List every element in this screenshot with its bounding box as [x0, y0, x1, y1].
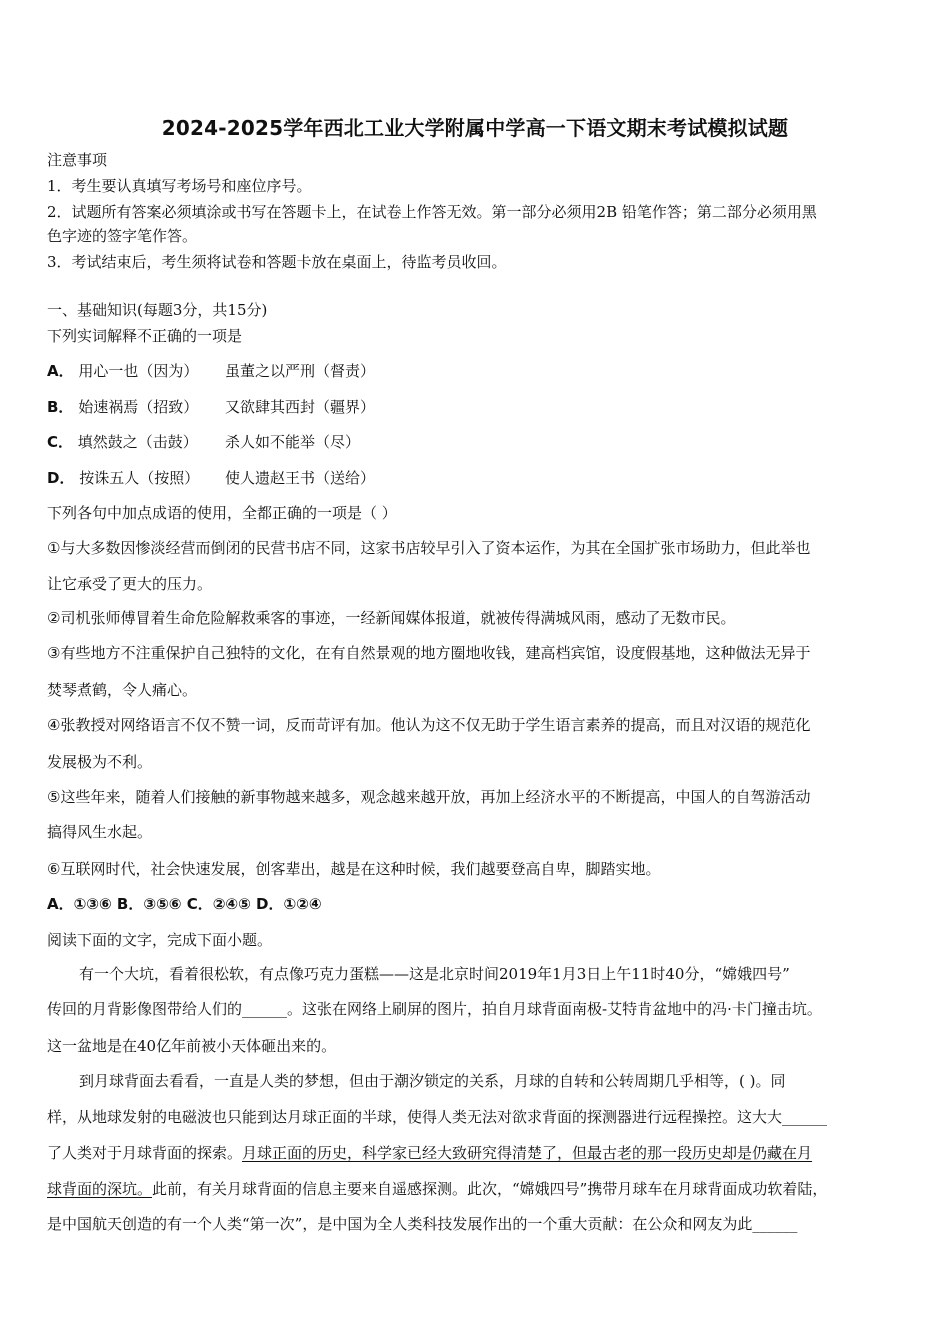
reading-p1-line: 这一盆地是在40亿年前被小天体砸出来的。 [47, 1037, 337, 1055]
q2-line: ④张教授对网络语言不仅不赞一词，反而苛评有加。他认为这不仅无助于学生语言素养的提高，而且对汉语的规范化 [47, 716, 811, 734]
q2-line: ⑤这些年来，随着人们接触的新事物越来越多，观念越来越开放，再加上经济水平的不断提高，中国人的自驾游活动 [47, 788, 811, 806]
q1-option-a [47, 361, 376, 381]
option-text-a: 始速祸焉（招致） [78, 398, 199, 416]
q2-stem: 下列各句中加点成语的使用，全都正确的一项是（ ） [47, 504, 397, 522]
option-label: D． [47, 469, 75, 487]
q2-line: ③有些地方不注重保护自己独特的文化，在有自然景观的地方圈地收钱，建高档宾馆，设度假基地，这种做法无异于 [47, 644, 811, 662]
q1-option-d [47, 468, 376, 488]
exam-title: 2024-2025学年西北工业大学附属中学高一下语文期末考试模拟试题 [161, 116, 789, 140]
reading-text: 此前，有关月球背面的信息主要来自遥感探测。此次，“嫦娥四号”携带月球车在月球背面成功软着陆， [152, 1180, 828, 1198]
reading-p2-line: 到月球背面去看看，一直是人类的梦想，但由于潮汐锁定的关系，月球的自转和公转周期几乎相等，( )。同 [79, 1072, 786, 1090]
reading-p2-line: 是中国航天创造的有一个人类“第一次”，是中国为全人类科技发展作出的一个重大贡献：在公众和网友为此______ [47, 1215, 798, 1233]
q2-line: ①与大多数因惨淡经营而倒闭的民营书店不同，这家书店较早引入了资本运作，为其在全国扩张市场助力，但此举也 [47, 539, 811, 557]
underlined-sentence: 月球正面的历史，科学家已经大致研究得清楚了，但最古老的那一段历史却是仍藏在月 [242, 1144, 813, 1162]
underlined-sentence: 球背面的深坑。 [47, 1180, 153, 1198]
option-text-b: 又欲肆其西封（疆界） [225, 398, 376, 416]
notice-heading: 注意事项 [47, 151, 108, 169]
section-heading: 一、基础知识(每题3分，共15分) [47, 301, 268, 319]
q1-option-b [47, 397, 376, 417]
notice-3: 3．考试结束后，考生须将试卷和答题卡放在桌面上，待监考员收回。 [47, 253, 507, 271]
q1-stem: 下列实词解释不正确的一项是 [47, 327, 243, 345]
option-text-a: 按诛五人（按照） [79, 469, 200, 487]
q2-line: 让它承受了更大的压力。 [47, 575, 213, 593]
option-text-b: 使人遗赵王书（送给） [225, 469, 376, 487]
q1-option-c [47, 432, 361, 452]
option-text-b: 杀人如不能举（尽） [225, 433, 361, 451]
q2-line: 发展极为不利。 [47, 753, 153, 771]
option-text-a: 填然鼓之（击鼓） [77, 433, 198, 451]
reading-p2-line: 样，从地球发射的电磁波也只能到达月球正面的半球，使得人类无法对欲求背面的探测器进行远程操控。这大大______ [47, 1108, 828, 1126]
notice-2-cont: 色字迹的签字笔作答。 [47, 227, 198, 245]
option-label: C． [47, 433, 74, 451]
option-text-b: 虽董之以严刑（督责） [225, 362, 376, 380]
notice-2: 2．试题所有答案必须填涂或书写在答题卡上，在试卷上作答无效。第一部分必须用2B 铅笔作答；第二部分必须用黑 [47, 203, 817, 221]
reading-p2-line [47, 1143, 812, 1163]
q2-line: 搞得风生水起。 [47, 823, 153, 841]
reading-text: 了人类对于月球背面的探索。 [47, 1144, 243, 1162]
q2-line: ⑥互联网时代，社会快速发展，创客辈出，越是在这种时候，我们越要登高自卑，脚踏实地。 [47, 860, 661, 878]
q2-answer-options: A．①③⑥ B．③⑤⑥ C．②④⑤ D．①②④ [47, 895, 322, 913]
reading-p1-line: 有一个大坑，看着很松软，有点像巧克力蛋糕——这是北京时间2019年1月3日上午11时40分，“嫦娥四号” [79, 965, 790, 983]
reading-intro: 阅读下面的文字，完成下面小题。 [47, 931, 273, 949]
reading-p2-line [47, 1179, 827, 1199]
q2-line: ②司机张师傅冒着生命危险解救乘客的事迹，一经新闻媒体报道，就被传得满城风雨，感动了无数市民。 [47, 609, 736, 627]
option-label: B． [47, 398, 74, 416]
option-label: A． [47, 362, 74, 380]
q2-line: 焚琴煮鹤，令人痛心。 [47, 681, 198, 699]
reading-p1-line: 传回的月背影像图带给人们的______。这张在网络上刷屏的图片，拍自月球背面南极-艾特肯盆地中的冯·卡门撞击坑。 [47, 1000, 822, 1018]
option-text-a: 用心一也（因为） [78, 362, 199, 380]
notice-1: 1．考生要认真填写考场号和座位序号。 [47, 177, 312, 195]
